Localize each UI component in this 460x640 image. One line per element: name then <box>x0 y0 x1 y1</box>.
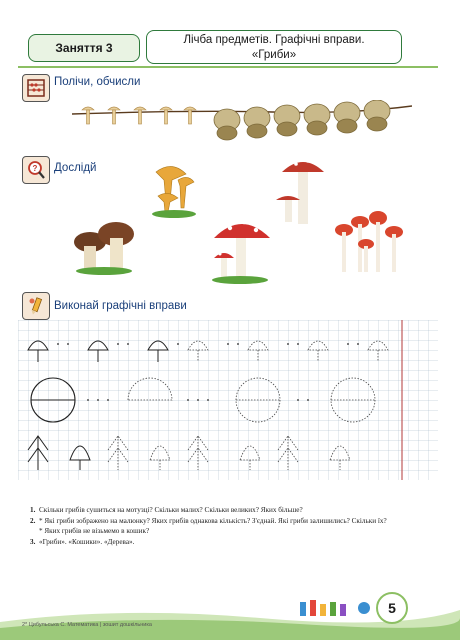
graphic-exercise-grid[interactable] <box>18 320 438 480</box>
mushroom-rope-illustration <box>72 100 412 144</box>
bolete-mushrooms <box>74 222 134 275</box>
mushrooms-illustration <box>60 152 420 286</box>
footer-credit: 2* Цибульська С. Математика | зошит дошкільника <box>22 622 152 628</box>
section-explore-label: Дослідй <box>54 162 97 174</box>
page-number: 5 <box>376 592 408 624</box>
lesson-title-line2: «Гриби» <box>251 49 297 61</box>
red-mushroom-cluster <box>335 211 403 272</box>
lesson-label: Заняття 3 <box>55 41 113 55</box>
lesson-title-line1: Лічба предметів. Графічні вправи. <box>183 34 365 46</box>
section-count-label: Полічи, обчисли <box>54 76 141 88</box>
pencil-icon <box>22 292 50 320</box>
lesson-title-box <box>146 30 402 64</box>
abacus-icon <box>22 74 50 102</box>
header-divider <box>18 66 438 68</box>
svg-text:?: ? <box>32 164 38 173</box>
tall-amanita <box>276 159 324 224</box>
question-2-sub: * Яких грибів не візьмемо в кошик? <box>39 527 150 535</box>
questions-block <box>30 505 430 547</box>
question-1: 1. Скільки грибів сушиться на мотузці? Скільки малих? Скільки великих? Яких більше? <box>30 506 303 514</box>
question-3: 3. «Гриби». «Кошики». «Дерева». <box>30 537 135 546</box>
question-2: 2. * Які гриби зображено на малюнку? Яких грибів однакова кількість? З'єднай. Які гриби залишились? Скільки їх? <box>30 516 387 525</box>
magnifier-question-icon <box>22 156 50 184</box>
fly-agaric-mushrooms <box>212 220 270 284</box>
decorative-figures-icon <box>300 600 370 616</box>
chanterelle-mushrooms <box>156 166 194 212</box>
section-graphic-label: Виконай графічні вправи <box>54 300 187 312</box>
lesson-badge <box>28 34 140 62</box>
